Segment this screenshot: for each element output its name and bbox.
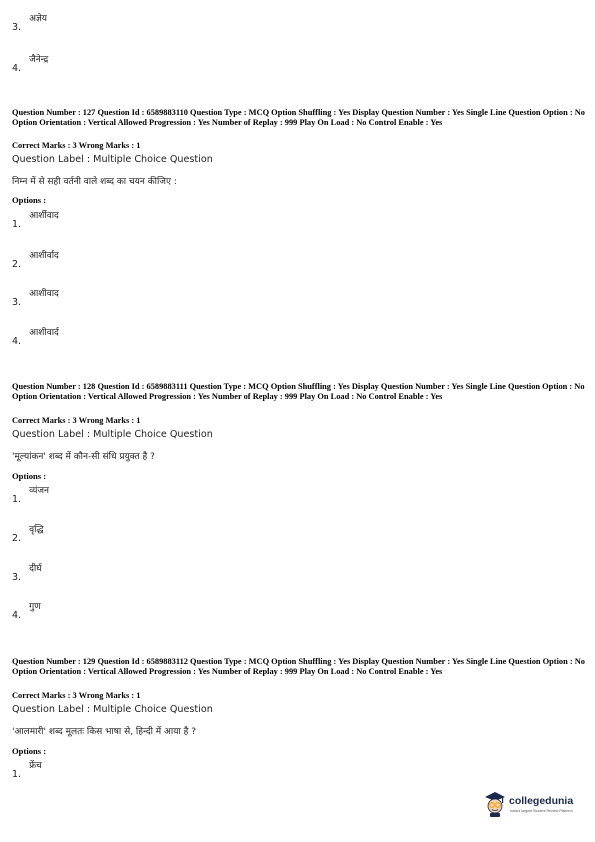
question-text: निम्न में से सही वर्तनी वाले शब्द का चयन कीजिए :	[12, 177, 177, 187]
question-marks: Correct Marks : 3 Wrong Marks : 1	[12, 416, 141, 425]
question-text: 'मूल्यांकन' शब्द में कौन-सी संधि प्रयुक्त है ?	[12, 452, 155, 462]
option-item: 2.वृद्धि	[12, 525, 44, 544]
question-label: Question Label : Multiple Choice Question	[12, 704, 213, 715]
option-item: 1.फ्रेंच	[12, 761, 42, 780]
options-heading: Options :	[12, 471, 47, 481]
option-item: 3.अज्ञेय	[12, 14, 47, 33]
brand-name: collegedunia	[509, 795, 574, 807]
options-heading: Options :	[12, 746, 47, 756]
option-item: 3.आशीवाद	[12, 289, 59, 308]
question-metadata: Question Number : 128 Question Id : 6589883111 Question Type : MCQ Option Shuffling : Yes Display Question Number : Yes Single Line Question Option : No Option Orientation : Vertical Allowed Progression : Yes Number of Replay : 999 Play On Load : No Control Enable : Yes	[12, 382, 585, 401]
question-marks: Correct Marks : 3 Wrong Marks : 1	[12, 691, 141, 700]
graduate-mascot-icon	[483, 790, 507, 818]
option-item: 4.जैनेन्द्र	[12, 55, 49, 74]
option-item: 3.दीर्घ	[12, 564, 42, 583]
option-item: 4.गुण	[12, 602, 41, 621]
question-metadata: Question Number : 127 Question Id : 6589883110 Question Type : MCQ Option Shuffling : Yes Display Question Number : Yes Single Line Question Option : No Option Orientation : Vertical Allowed Progression : Yes Number of Replay : 999 Play On Load : No Control Enable : Yes	[12, 108, 585, 127]
brand-tagline: India's largest Student Review Platform	[510, 809, 573, 813]
question-marks: Correct Marks : 3 Wrong Marks : 1	[12, 141, 141, 150]
option-item: 2.आशीर्वाद	[12, 251, 59, 270]
question-metadata: Question Number : 129 Question Id : 6589883112 Question Type : MCQ Option Shuffling : Yes Display Question Number : Yes Single Line Question Option : No Option Orientation : Vertical Allowed Progression : Yes Number of Replay : 999 Play On Load : No Control Enable : Yes	[12, 657, 585, 676]
question-label: Question Label : Multiple Choice Question	[12, 154, 213, 165]
option-item: 4.आशीवार्द	[12, 328, 59, 347]
option-item: 1.व्यंजन	[12, 486, 50, 505]
question-text: 'आलमारी' शब्द मूलतः किस भाषा से, हिन्दी में आया है ?	[12, 727, 197, 737]
options-heading: Options :	[12, 195, 47, 205]
collegedunia-watermark	[483, 790, 589, 822]
option-item: 1.आर्शीवाद	[12, 211, 59, 230]
question-label: Question Label : Multiple Choice Question	[12, 429, 213, 440]
